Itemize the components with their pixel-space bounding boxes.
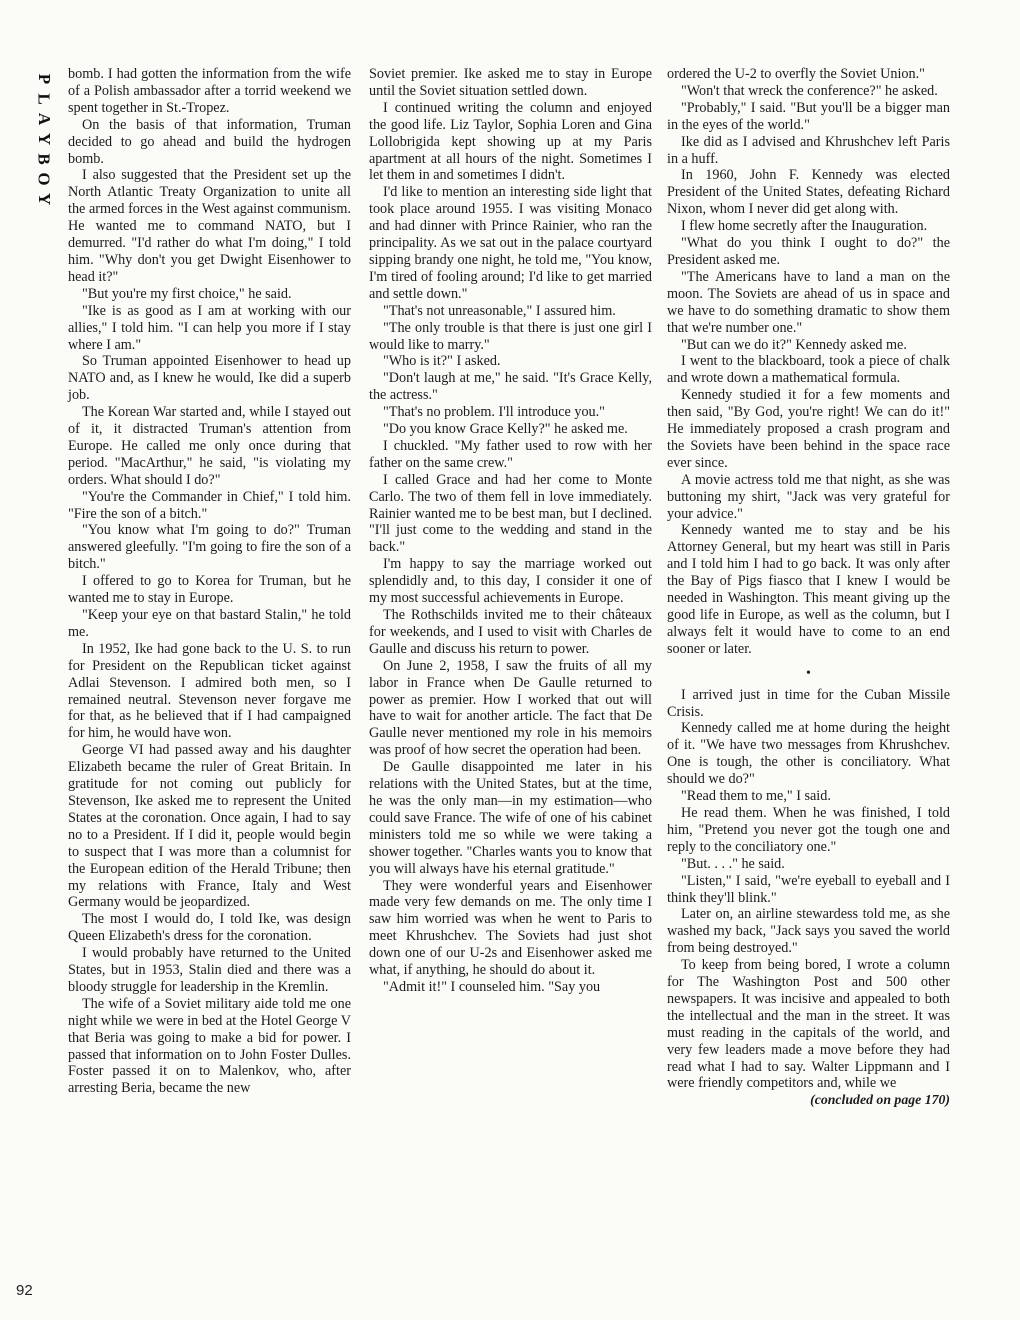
article-paragraph: "The Americans have to land a man on the moon. The Soviets are ahead of us in space and we have to do something dramatic to show them that we're number one." bbox=[667, 268, 950, 336]
article-paragraph: "You're the Commander in Chief," I told him. "Fire the son of a bitch." bbox=[68, 488, 351, 522]
masthead-letter: Y bbox=[35, 132, 54, 146]
article-paragraph: I would probably have returned to the United States, but in 1953, Stalin died and there was a bloody struggle for leadership in the Kremlin. bbox=[68, 945, 351, 995]
article-paragraph: bomb. I had gotten the information from the wife of a Polish ambassador after a torrid weekend we spent together in St.-Tropez. bbox=[68, 66, 351, 116]
article-paragraph: Later on, an airline stewardess told me, as she washed my back, "Jack says you saved the world from being destroyed." bbox=[667, 906, 950, 957]
article-paragraph: "You know what I'm going to do?" Truman answered gleefully. "I'm going to fire the son of a bitch." bbox=[68, 522, 351, 573]
article-paragraph: De Gaulle disappointed me later in his relations with the United States, but at the time, he was the only man—in my estimation—who could save France. The wife of one of his cabinet ministers told me so while we were taking a shower together. "Charles wants you to know that you will always have his eternal gratitude." bbox=[369, 759, 652, 877]
article-paragraph: They were wonderful years and Eisenhower made very few demands on me. The only time I saw him worried was when he went to Paris to meet Khrushchev. The Soviets had just shot down one of our U-2s and Eisenhower asked me what, if anything, he should do about it. bbox=[369, 877, 652, 979]
article-column-1 bbox=[68, 66, 351, 1097]
article-paragraph: Kennedy called me at home during the height of it. "We have two messages from Khrushchev. One is tough, the other is conciliatory. What should we do?" bbox=[667, 720, 950, 788]
masthead-letter: Y bbox=[35, 192, 54, 206]
article-paragraph: "Don't laugh at me," he said. "It's Grace Kelly, the actress." bbox=[369, 370, 652, 404]
article-paragraph: "But you're my first choice," he said. bbox=[82, 285, 292, 302]
article-paragraph: "Do you know Grace Kelly?" he asked me. bbox=[383, 421, 628, 438]
article-paragraph: "Keep your eye on that bastard Stalin," he told me. bbox=[68, 607, 351, 640]
article-paragraph: He read them. When he was finished, I told him, "Pretend you never got the tough one and reply to the conciliatory one." bbox=[667, 804, 950, 855]
section-break-bullet: • bbox=[806, 665, 811, 681]
magazine-masthead bbox=[24, 70, 64, 210]
article-column-2 bbox=[369, 66, 652, 996]
article-paragraph: I went to the blackboard, took a piece of chalk and wrote down a mathematical formula. bbox=[667, 353, 950, 387]
article-paragraph: So Truman appointed Eisenhower to head up NATO and, as I knew he would, Ike did a superb job. bbox=[68, 353, 351, 404]
article-paragraph: ordered the U-2 to overfly the Soviet Union." bbox=[667, 66, 925, 82]
article-paragraph: The Korean War started and, while I stayed out of it, it distracted Truman's attention from Europe. He called me only once during that period. "MacArthur," he said, "is violating my orders. What should I do?" bbox=[68, 404, 351, 488]
article-paragraph: In 1952, Ike had gone back to the U. S. to run for President on the Republican ticket against Adlai Stevenson. I admired both men, so I remained neutral. Stevenson never forgave me for that, as he believed that if I had campaigned for him, he would have won. bbox=[68, 640, 351, 742]
article-paragraph: "Won't that wreck the conference?" he asked. bbox=[681, 82, 938, 99]
article-paragraph: On the basis of that information, Truman decided to go ahead and build the hydrogen bomb. bbox=[68, 116, 351, 167]
article-paragraph: "Probably," I said. "But you'll be a bigger man in the eyes of the world." bbox=[667, 99, 950, 133]
article-paragraph: "But. . . ." he said. bbox=[681, 855, 785, 872]
masthead-letter: A bbox=[35, 112, 54, 126]
masthead-letter: P bbox=[34, 73, 54, 85]
article-paragraph: To keep from being bored, I wrote a column for The Washington Post and 500 other newspapers. It was incisive and appealed to both the intellectual and the man in the street. It was must reading in the capitals of the world, and very few leaders made a move before they had read what I had to say. Walter Lippmann and I were friendly competitors and, while we bbox=[667, 957, 950, 1092]
article-paragraph: On June 2, 1958, I saw the fruits of all my labor in France when De Gaulle returned to power as premier. How I worked that out will have to wait for another article. The fact that De Gaulle never mentioned my role in his memoirs was proof of how secret the operation had been. bbox=[369, 657, 652, 759]
article-paragraph: The most I would do, I told Ike, was design Queen Elizabeth's dress for the coronation. bbox=[68, 911, 351, 945]
article-paragraph: I'd like to mention an interesting side light that took place around 1955. I was visiting Monaco and had dinner with Prince Rainier, who ran the principality. As we sat out in the palace courtyard sipping brandy one night, he told me, "You know, I'm tired of fooling around; I'd like to get married and settle down." bbox=[369, 184, 652, 302]
article-paragraph: Kennedy studied it for a few moments and then said, "By God, you're right! We can do it!" He immediately proposed a crash program and the Soviets have been behind in the space race ever since. bbox=[667, 387, 950, 471]
continuation-note: (concluded on page 170) bbox=[810, 1092, 950, 1108]
article-paragraph: "What do you think I ought to do?" the President asked me. bbox=[667, 235, 950, 268]
article-column-3 bbox=[667, 66, 950, 1109]
article-paragraph: The wife of a Soviet military aide told me one night while we were in bed at the Hotel George V that Beria was going to make a bid for power. I passed that information on to John Foster Dulles. Foster passed it on to Malenkov, who, after arresting Beria, became the new bbox=[68, 995, 351, 1097]
masthead-letter: O bbox=[34, 172, 54, 186]
article-paragraph: "That's no problem. I'll introduce you." bbox=[383, 404, 605, 421]
article-paragraph: "The only trouble is that there is just one girl I would like to marry." bbox=[369, 319, 652, 353]
article-paragraph: I continued writing the column and enjoyed the good life. Liz Taylor, Sophia Loren and Gina Lollobrigida kept showing up at my Paris apartment at all hours of the night. Sometimes I let them in and sometimes I didn't. bbox=[369, 99, 652, 184]
article-paragraph: "Ike is as good as I am at working with our allies," I told him. "I can help you more if I stay where I am." bbox=[68, 302, 351, 353]
article-paragraph: I chuckled. "My father used to row with her father on the same crew." bbox=[369, 437, 652, 471]
article-paragraph: I flew home secretly after the Inauguration. bbox=[681, 218, 928, 235]
article-paragraph: The Rothschilds invited me to their châteaux for weekends, and I used to visit with Charles de Gaulle and discuss his return to power. bbox=[369, 607, 652, 657]
article-paragraph: "That's not unreasonable," I assured him. bbox=[383, 302, 616, 319]
article-paragraph: In 1960, John F. Kennedy was elected President of the United States, defeating Richard Nixon, whom I never did get along with. bbox=[667, 167, 950, 218]
masthead-letter: B bbox=[35, 153, 54, 165]
article-paragraph: "Listen," I said, "we're eyeball to eyeball and I think they'll blink." bbox=[667, 872, 950, 906]
article-paragraph: Soviet premier. Ike asked me to stay in Europe until the Soviet situation settled down. bbox=[369, 66, 652, 99]
article-paragraph: A movie actress told me that night, as she was buttoning my shirt, "Jack was very grateful for your advice." bbox=[667, 471, 950, 522]
article-paragraph: Kennedy wanted me to stay and be his Attorney General, but my heart was still in Paris and I told him I had to go back. It was only after the Bay of Pigs fiasco that I knew I would be needed in Washington. This meant giving up the good life in Europe, as well as the column, but I always felt it would have to come to an end sooner or later. bbox=[667, 522, 950, 657]
article-paragraph: "Read them to me," I said. bbox=[681, 788, 831, 805]
article-paragraph: Ike did as I advised and Khrushchev left Paris in a huff. bbox=[667, 133, 950, 167]
article-paragraph: "But can we do it?" Kennedy asked me. bbox=[681, 336, 907, 353]
article-paragraph: I also suggested that the President set up the North Atlantic Treaty Organization to unite all the armed forces in the West against communism. He wanted me to command NATO, but I demurred. "I'd rather do what I'm doing," I told him. "Why don't you get Dwight Eisenhower to head it?" bbox=[68, 167, 351, 285]
article-paragraph: "Who is it?" I asked. bbox=[383, 353, 501, 370]
article-paragraph: I'm happy to say the marriage worked out splendidly and, to this day, I consider it one of my most successful achievements in Europe. bbox=[369, 556, 652, 607]
article-paragraph: "Admit it!" I counseled him. "Say you bbox=[383, 978, 601, 995]
article-paragraph: I arrived just in time for the Cuban Missile Crisis. bbox=[667, 686, 950, 720]
article-paragraph: George VI had passed away and his daughter Elizabeth became the ruler of Great Britain. In gratitude for not coming out publicly for Stevenson, Ike asked me to represent the United States at the coronation. Once again, I had to say no to a President. If I did it, people would begin to suspect that I was more than a columnist for the European edition of the Herald Tribune; then my relations with France, Italy and West Germany would be jeopardized. bbox=[68, 742, 351, 911]
article-paragraph: I called Grace and had her come to Monte Carlo. The two of them fell in love immediately. Rainier wanted me to be best man, but I declined. "I'll just come to the wedding and stand in the back." bbox=[369, 471, 652, 556]
masthead-letter: L bbox=[35, 93, 54, 105]
page-number: 92 bbox=[16, 1282, 33, 1299]
article-paragraph: I offered to go to Korea for Truman, but he wanted me to stay in Europe. bbox=[68, 573, 351, 607]
